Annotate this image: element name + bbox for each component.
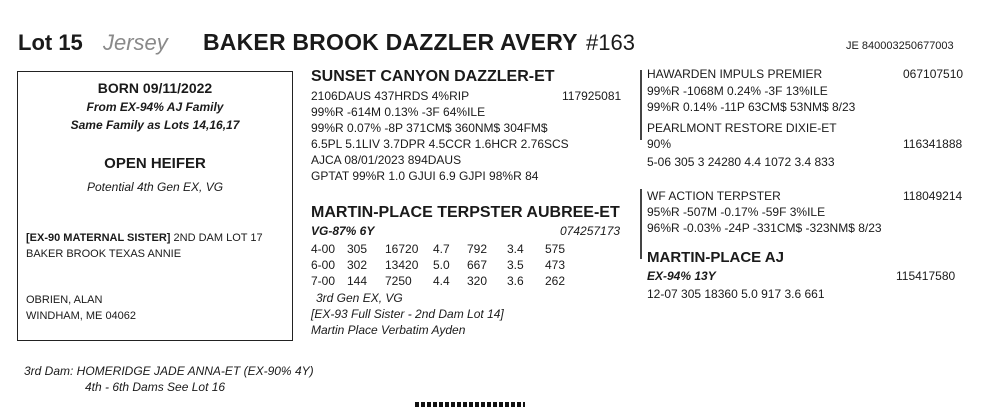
info-box [17, 71, 293, 341]
registration-id: JE 840003250677003 [846, 40, 954, 52]
sire-sire-line-1: 99%R -1068M 0.24% -3F 13%ILE [647, 84, 828, 98]
owner-address: WINDHAM, ME 04062 [26, 310, 137, 322]
class-label: OPEN HEIFER [104, 155, 206, 172]
dam-record-2: 6-00 302 13420 5.0 667 3.5 473 [311, 258, 566, 272]
animal-name: BAKER BROOK DAZZLER AVERY [203, 29, 578, 55]
dam-record-3: 7-00 144 7250 4.4 320 3.6 262 [311, 274, 566, 288]
dam-id: 074257173 [560, 224, 621, 238]
dam-dam-id: 115417580 [896, 269, 956, 283]
dams-4-6: 4th - 6th Dams See Lot 16 [85, 380, 226, 394]
sire-line-5: AJCA 08/01/2023 894DAUS [311, 153, 462, 167]
dam-dam-name: MARTIN-PLACE AJ [647, 249, 784, 266]
dam-note-3: Martin Place Verbatim Ayden [311, 323, 466, 337]
page-edge-mark [415, 402, 525, 407]
sire-dam-id: 116341888 [903, 137, 963, 151]
dam-name: MARTIN-PLACE TERPSTER AUBREE-ET [311, 204, 620, 221]
dam-sire-name: WF ACTION TERPSTER [647, 189, 781, 203]
dam-dam-score: EX-94% 13Y [647, 269, 716, 283]
sire-sire-id: 067107510 [903, 67, 964, 81]
sister-bold: [EX-90 MATERNAL SISTER] [26, 232, 171, 244]
sire-sire-name: HAWARDEN IMPULS PREMIER [647, 67, 823, 81]
dam-note-2: [EX-93 Full Sister - 2nd Dam Lot 14] [311, 307, 504, 321]
owner-name: OBRIEN, ALAN [26, 294, 103, 306]
sire-name: SUNSET CANYON DAZZLER-ET [311, 68, 555, 85]
sister-name: BAKER BROOK TEXAS ANNIE [26, 248, 182, 260]
maternal-sister-note [26, 232, 263, 244]
pedigree-bracket-sire [640, 70, 642, 140]
sire-line-2: 99%R -614M 0.13% -3F 64%ILE [311, 105, 486, 119]
family-note: From EX-94% AJ Family [86, 100, 224, 114]
sire-line-4: 6.5PL 5.1LIV 3.7DPR 4.5CCR 1.6HCR 2.76SCS [311, 137, 569, 151]
sire-line-1: 2106DAUS 437HRDS 4%RIP [311, 89, 470, 103]
lot-number: Lot 15 [18, 30, 83, 55]
sire-line-6: GPTAT 99%R 1.0 GJUI 6.9 GJPI 98%R 84 [311, 169, 539, 183]
dam-dam-line-1: 12-07 305 18360 5.0 917 3.6 661 [647, 287, 825, 301]
dam-sire-line-2: 96%R -0.03% -24P -331CM$ -323NM$ 8/23 [647, 221, 882, 235]
catalog-number: #163 [586, 30, 635, 55]
sire-id: 117925081 [562, 89, 622, 103]
pedigree-bracket-dam [640, 189, 642, 259]
sister-rest: 2ND DAM LOT 17 [170, 232, 263, 244]
sire-dam-score: 90% [647, 137, 672, 151]
birth-date: BORN 09/11/2022 [97, 80, 213, 96]
same-family-note: Same Family as Lots 14,16,17 [70, 118, 240, 132]
sire-dam-line-1: 5-06 305 3 24280 4.4 1072 3.4 833 [647, 155, 835, 169]
dam-record-1: 4-00 305 16720 4.7 792 3.4 575 [311, 242, 566, 256]
dam-note-1: 3rd Gen EX, VG [316, 291, 403, 305]
sire-dam-name: PEARLMONT RESTORE DIXIE-ET [647, 121, 837, 135]
sire-line-3: 99%R 0.07% -8P 371CM$ 360NM$ 304FM$ [311, 121, 548, 135]
breed-label: Jersey [103, 30, 168, 55]
dam-score: VG-87% 6Y [311, 224, 375, 238]
third-dam: 3rd Dam: HOMERIDGE JADE ANNA-ET (EX-90% 4Y) [24, 364, 314, 378]
potential-note: Potential 4th Gen EX, VG [86, 180, 224, 194]
dam-sire-id: 118049214 [903, 189, 963, 203]
sire-sire-line-2: 99%R 0.14% -11P 63CM$ 53NM$ 8/23 [647, 100, 856, 114]
dam-sire-line-1: 95%R -507M -0.17% -59F 3%ILE [647, 205, 826, 219]
